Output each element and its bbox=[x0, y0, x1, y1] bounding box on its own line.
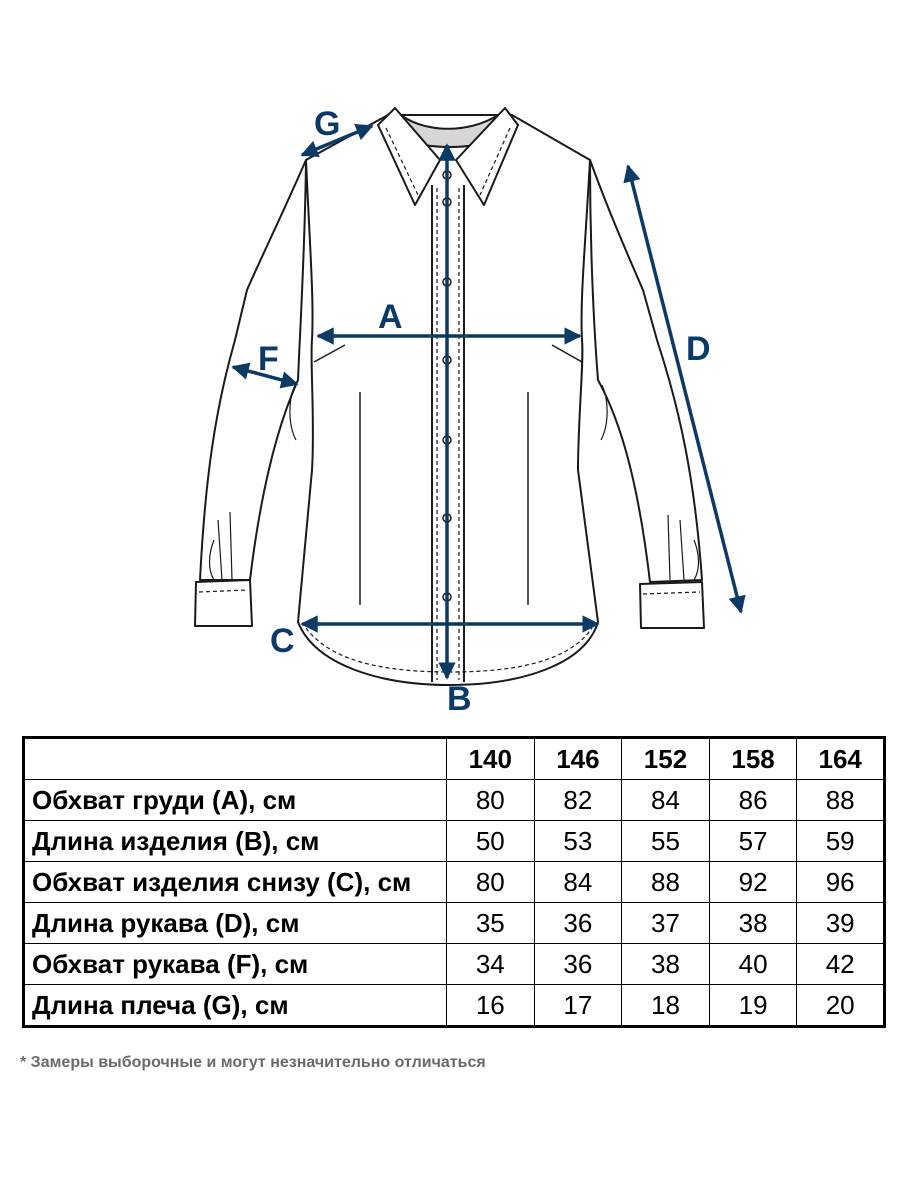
row-label: Длина изделия (B), см bbox=[24, 821, 447, 862]
label-d: D bbox=[686, 330, 711, 368]
cell-value: 80 bbox=[447, 780, 535, 821]
cell-value: 39 bbox=[797, 903, 885, 944]
cell-value: 86 bbox=[709, 780, 797, 821]
cell-value: 20 bbox=[797, 985, 885, 1027]
row-label: Обхват рукава (F), см bbox=[24, 944, 447, 985]
footnote: * Замеры выборочные и могут незначительно отличаться bbox=[20, 1054, 486, 1071]
row-label: Обхват груди (A), см bbox=[24, 780, 447, 821]
row-label: Длина рукава (D), см bbox=[24, 903, 447, 944]
table-header-row bbox=[24, 738, 885, 780]
label-g: G bbox=[314, 105, 341, 143]
cell-value: 35 bbox=[447, 903, 535, 944]
cell-value: 53 bbox=[534, 821, 622, 862]
cell-value: 55 bbox=[622, 821, 710, 862]
table-row bbox=[24, 985, 885, 1027]
table-row bbox=[24, 862, 885, 903]
size-header: 146 bbox=[534, 738, 622, 780]
cell-value: 38 bbox=[709, 903, 797, 944]
cell-value: 42 bbox=[797, 944, 885, 985]
label-c: C bbox=[270, 622, 295, 660]
size-header: 164 bbox=[797, 738, 885, 780]
cell-value: 36 bbox=[534, 903, 622, 944]
cell-value: 19 bbox=[709, 985, 797, 1027]
cell-value: 38 bbox=[622, 944, 710, 985]
cell-value: 80 bbox=[447, 862, 535, 903]
cell-value: 84 bbox=[622, 780, 710, 821]
left-cuff bbox=[195, 580, 252, 626]
size-header: 140 bbox=[447, 738, 535, 780]
cell-value: 88 bbox=[797, 780, 885, 821]
cell-value: 17 bbox=[534, 985, 622, 1027]
size-header: 158 bbox=[709, 738, 797, 780]
cell-value: 37 bbox=[622, 903, 710, 944]
table-row bbox=[24, 780, 885, 821]
row-label: Длина плеча (G), см bbox=[24, 985, 447, 1027]
row-label: Обхват изделия снизу (C), см bbox=[24, 862, 447, 903]
cell-value: 92 bbox=[709, 862, 797, 903]
cell-value: 18 bbox=[622, 985, 710, 1027]
cell-value: 88 bbox=[622, 862, 710, 903]
table-row bbox=[24, 821, 885, 862]
left-sleeve bbox=[200, 160, 306, 580]
right-sleeve bbox=[590, 160, 702, 582]
table-row bbox=[24, 944, 885, 985]
cell-value: 50 bbox=[447, 821, 535, 862]
cell-value: 40 bbox=[709, 944, 797, 985]
cell-value: 36 bbox=[534, 944, 622, 985]
size-chart-table bbox=[22, 736, 886, 1028]
label-a: A bbox=[378, 298, 403, 336]
header-corner bbox=[24, 738, 447, 780]
label-b: B bbox=[447, 680, 472, 718]
cell-value: 84 bbox=[534, 862, 622, 903]
cell-value: 57 bbox=[709, 821, 797, 862]
cell-value: 96 bbox=[797, 862, 885, 903]
table-row bbox=[24, 903, 885, 944]
right-cuff bbox=[640, 582, 704, 628]
cell-value: 16 bbox=[447, 985, 535, 1027]
cell-value: 34 bbox=[447, 944, 535, 985]
cell-value: 59 bbox=[797, 821, 885, 862]
size-header: 152 bbox=[622, 738, 710, 780]
cell-value: 82 bbox=[534, 780, 622, 821]
label-f: F bbox=[258, 340, 279, 378]
